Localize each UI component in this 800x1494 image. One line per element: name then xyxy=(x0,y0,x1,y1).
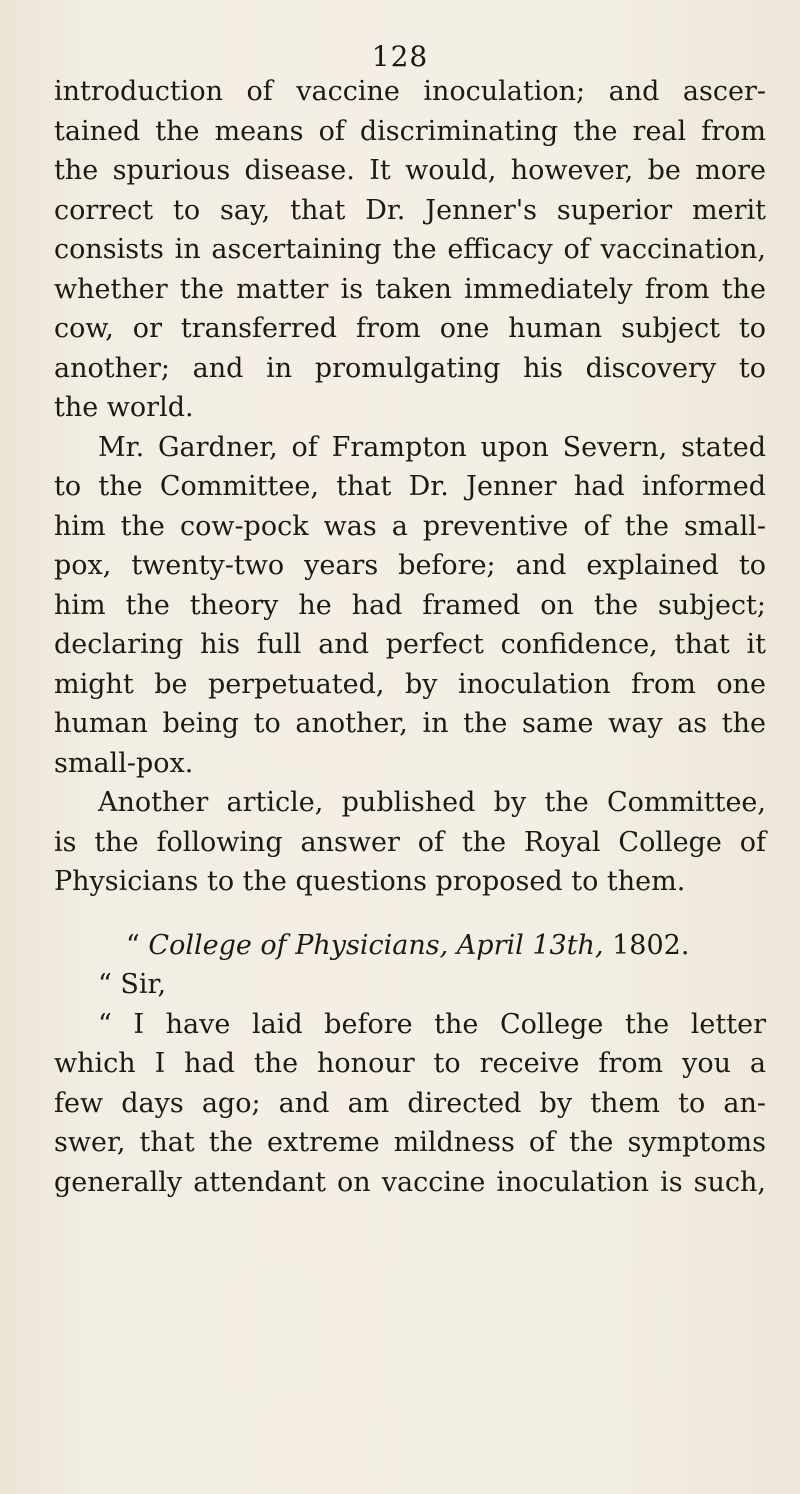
text-line: few days ago; and am directed by them to an- xyxy=(54,1087,766,1119)
text-line: Mr. Gardner, of Frampton upon Severn, stated xyxy=(98,431,766,463)
section-gap xyxy=(54,902,766,926)
text-line: cow, or transferred from one human subject to xyxy=(54,313,766,344)
text-line: small-pox. xyxy=(54,747,194,779)
text-line: correct to say, that Dr. Jenner's superior merit xyxy=(54,194,766,226)
text-line: pox, twenty-two years before; and explained to xyxy=(54,550,766,581)
text-line: him the cow-pock was a preventive of the small- xyxy=(54,510,766,542)
text-line: Physicians to the questions proposed to them. xyxy=(54,866,686,897)
text-line: swer, that the extreme mildness of the symptoms xyxy=(54,1127,766,1158)
dateline-place-date: College of Physicians, April 13th, xyxy=(148,929,604,961)
text-line: the world. xyxy=(54,392,194,423)
letter-salutation: “ Sir, xyxy=(98,969,167,1000)
text-line: generally attendant on vaccine inoculation is such, xyxy=(54,1166,766,1198)
text-line: consists in ascertaining the efficacy of vaccination, xyxy=(54,234,766,265)
text-line: declaring his full and perfect confidence, that it xyxy=(54,629,766,660)
paragraph-3 xyxy=(54,783,766,902)
text-line: tained the means of discriminating the real from xyxy=(54,115,766,147)
text-line: introduction of vaccine inoculation; and ascer- xyxy=(54,76,766,107)
letter xyxy=(54,926,766,1203)
letter-dateline xyxy=(54,926,766,966)
text-line: to the Committee, that Dr. Jenner had informed xyxy=(54,471,766,502)
text-line: Another article, published by the Committee, xyxy=(98,787,766,818)
text-line: is the following answer of the Royal College of xyxy=(54,826,766,858)
open-quote: “ xyxy=(126,929,140,961)
text-line: whether the matter is taken immediately from the xyxy=(54,273,766,305)
dateline-year: 1802. xyxy=(603,929,690,961)
text-line: “ I have laid before the College the letter xyxy=(98,1008,766,1040)
text-line: another; and in promulgating his discovery to xyxy=(54,352,766,384)
paragraph-2 xyxy=(54,428,766,784)
text-line: might be perpetuated, by inoculation from one xyxy=(54,668,766,700)
body-text xyxy=(54,72,766,1202)
paragraph-1 xyxy=(54,72,766,428)
text-line: human being to another, in the same way as the xyxy=(54,708,766,739)
text-line: the spurious disease. It would, however, be more xyxy=(54,155,766,186)
text-line: which I had the honour to receive from you a xyxy=(54,1048,766,1079)
text-line: him the theory he had framed on the subject; xyxy=(54,589,766,621)
page-number: 128 xyxy=(371,40,429,73)
